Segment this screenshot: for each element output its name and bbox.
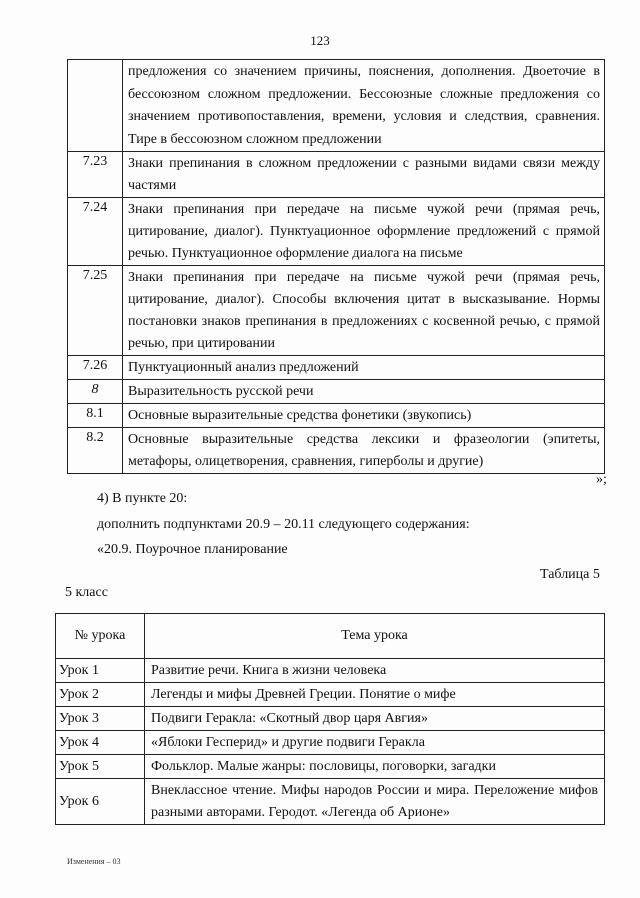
row-number: 8.1 <box>68 404 123 428</box>
lesson-topic: Внеклассное чтение. Мифы народов России и мира. Переложение мифов разными авторами. Геродот. «Легенда об Арионе» <box>145 779 605 825</box>
table-row <box>68 60 605 152</box>
lesson-number: Урок 3 <box>56 707 145 731</box>
row-number: 8 <box>68 380 123 404</box>
table-row <box>56 755 605 779</box>
page-number: 123 <box>310 33 330 48</box>
row-number: 7.24 <box>68 198 123 266</box>
row-text: предложения со значением причины, пояснения, дополнения. Двоеточие в бессоюзном сложном предложении. Бессоюзные сложные предложения со значением противопоставления, времени, условия и следствия, сравнения. Тире в бессоюзном сложном предложении <box>123 60 605 152</box>
class-label: 5 класс <box>65 585 108 600</box>
row-number: 7.23 <box>68 152 123 198</box>
paragraph: дополнить подпунктами 20.9 – 20.11 следующего содержания: <box>97 517 470 532</box>
table-row <box>68 356 605 380</box>
row-text: Основные выразительные средства лексики и фразеологии (эпитеты, метафоры, олицетворения, сравнения, гиперболы и другие) <box>123 428 605 474</box>
row-text: Знаки препинания при передаче на письме чужой речи (прямая речь, цитирование, диалог). Пунктуационное оформление предложений с прямой речью. Пунктуационное оформление диалога на письме <box>123 198 605 266</box>
lesson-topic: «Яблоки Гесперид» и другие подвиги Геракла <box>145 731 605 755</box>
lessons-table <box>55 613 605 825</box>
closing-quote-mark: »; <box>596 472 607 487</box>
row-number: 8.2 <box>68 428 123 474</box>
table-row <box>56 683 605 707</box>
table-row <box>56 659 605 683</box>
lesson-number: Урок 2 <box>56 683 145 707</box>
lesson-topic: Подвиги Геракла: «Скотный двор царя Авгия» <box>145 707 605 731</box>
row-text: Пунктуационный анализ предложений <box>123 356 605 380</box>
topics-table <box>67 59 605 474</box>
table-row <box>56 731 605 755</box>
row-text: Знаки препинания в сложном предложении с разными видами связи между частями <box>123 152 605 198</box>
table-row <box>56 779 605 825</box>
table-row <box>68 380 605 404</box>
table-row <box>68 428 605 474</box>
lesson-number: Урок 1 <box>56 659 145 683</box>
lesson-topic: Фольклор. Малые жанры: пословицы, поговорки, загадки <box>145 755 605 779</box>
header-lesson-number: № урока <box>56 614 145 659</box>
row-number: 7.26 <box>68 356 123 380</box>
table-row <box>56 707 605 731</box>
paragraph: 4) В пункте 20: <box>97 491 188 506</box>
table-row <box>68 152 605 198</box>
row-number <box>68 60 123 152</box>
lesson-number: Урок 6 <box>56 779 145 825</box>
lesson-topic: Легенды и мифы Древней Греции. Понятие о мифе <box>145 683 605 707</box>
table-row <box>68 266 605 356</box>
header-lesson-topic: Тема урока <box>145 614 605 659</box>
lesson-number: Урок 5 <box>56 755 145 779</box>
lesson-number: Урок 4 <box>56 731 145 755</box>
lesson-topic: Развитие речи. Книга в жизни человека <box>145 659 605 683</box>
footer-note: Изменения – 03 <box>67 857 121 866</box>
table-caption: Таблица 5 <box>540 567 600 582</box>
row-text: Основные выразительные средства фонетики (звукопись) <box>123 404 605 428</box>
row-text: Знаки препинания при передаче на письме чужой речи (прямая речь, цитирование, диалог). Способы включения цитат в высказывание. Нормы постановки знаков препинания в предложениях с косвенной речью, с прямой речью, при цитировании <box>123 266 605 356</box>
table-header-row <box>56 614 605 659</box>
row-number: 7.25 <box>68 266 123 356</box>
table-row <box>68 404 605 428</box>
row-text: Выразительность русской речи <box>123 380 605 404</box>
paragraph: «20.9. Поурочное планирование <box>97 542 288 557</box>
table-row <box>68 198 605 266</box>
